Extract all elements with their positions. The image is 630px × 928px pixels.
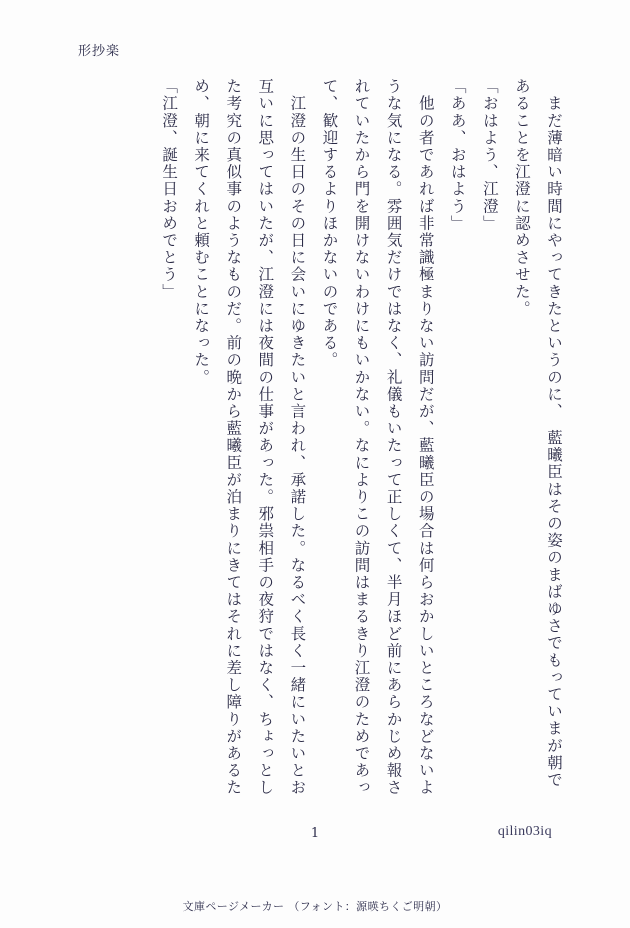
author-handle: qilin03iq <box>497 824 552 839</box>
paragraph: 江澄の生日のその日に会いにゆきたいと言われ、承諾した。なるべく長く一緒にいたいとお互いに思ってはいたが、江澄には夜間の仕事があった。邪祟相手の夜狩ではなく、ちょっとした考究の真似事のようなものだ。前の晩から藍曦臣が泊まりにきてはそれに差し障りがあるため、朝に来てくれと頼むことになった。 <box>192 78 307 797</box>
page-number: 1 <box>310 826 320 841</box>
paragraph: 「おはよう、江澄」 <box>480 78 499 232</box>
paragraph: 他の者であれば非常識極まりない訪問だが、藍曦臣の場合は何らおかしいところなどないような気になる。雰囲気だけではなく、礼儀もいたって正しくて、半月ほど前にあらかじめ報されていたから門を開けないわけにもいかない。なによりこの訪問はまるきり江澄のためであって、歓迎するよりほかないのである。 <box>320 78 435 797</box>
paragraph: 「江澄、誕生日おめでとう」 <box>160 78 179 301</box>
page-header-title: 形抄楽 <box>78 44 121 59</box>
vertical-text-body <box>62 78 570 800</box>
footer-credit: 文庫ページメーカー （フォント：源暎ちくご明朝） <box>182 900 448 913</box>
paragraph: まだ薄暗い時間にやってきたというのに、 藍曦臣はその姿のまばゆさでもっていまが朝であることを江澄に認めさせた。 <box>512 78 563 789</box>
paragraph: 「ああ、おはよう」 <box>448 78 467 232</box>
